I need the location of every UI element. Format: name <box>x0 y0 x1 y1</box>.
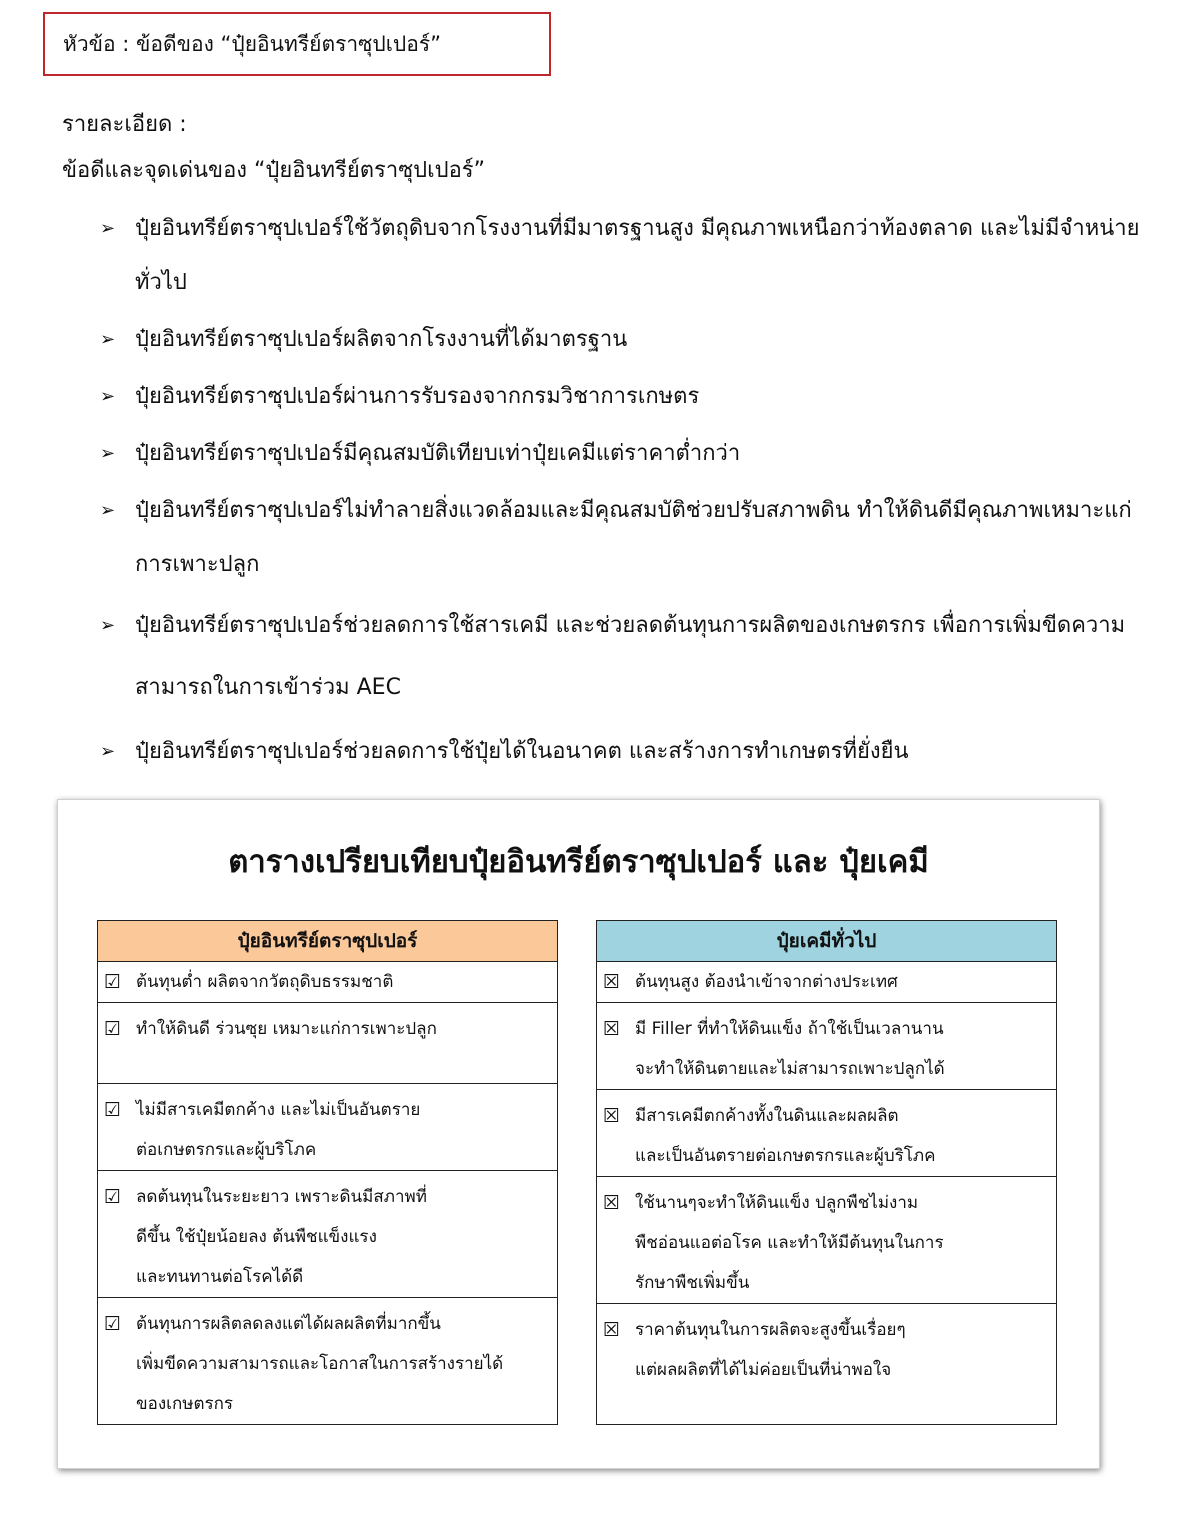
table-cell <box>597 1003 1057 1090</box>
checkbox-checked-icon: ☑ <box>104 971 122 993</box>
arrow-bullet-icon: ➢ <box>100 741 116 762</box>
checkbox-checked-icon: ☑ <box>104 1186 122 1208</box>
list-item-text: ปุ๋ยอินทรีย์ตราซุปเปอร์ใช้วัตถุดิบจากโรงงานที่มีมาตรฐานสูง มีคุณภาพเหนือกว่าท้องตลาด และไม่มีจำหน่ายทั่วไป <box>135 216 1140 295</box>
checkbox-crossed-icon: ☒ <box>603 1018 621 1040</box>
list-item-text: ปุ๋ยอินทรีย์ตราซุปเปอร์มีคุณสมบัติเทียบเท่าปุ๋ยเคมีแต่ราคาต่ำกว่า <box>135 441 741 466</box>
list-item-text: ปุ๋ยอินทรีย์ตราซุปเปอร์ผ่านการรับรองจากกรมวิชาการเกษตร <box>135 384 700 409</box>
list-item <box>100 370 1150 424</box>
cell-text: ต้นทุนต่ำ ผลิตจากวัตถุดิบธรรมชาติ <box>136 972 394 992</box>
table-cell <box>98 962 558 1003</box>
cell-text: ต้นทุนสูง ต้องนำเข้าจากต่างประเทศ <box>635 972 898 992</box>
cell-text: ใช้นานๆจะทำให้ดินแข็ง ปลูกพืชไม่งาม พืชอ่อนแอต่อโรค และทำให้มีต้นทุนในการ รักษาพืชเพิ่มขึ้น <box>635 1193 944 1293</box>
list-item <box>100 725 1150 779</box>
list-item <box>100 595 1150 719</box>
checkbox-crossed-icon: ☒ <box>603 1192 621 1214</box>
table-cell <box>597 962 1057 1003</box>
organic-header: ปุ๋ยอินทรีย์ตราซุปเปอร์ <box>98 921 558 962</box>
details-subtitle: ข้อดีและจุดเด่นของ “ปุ๋ยอินทรีย์ตราซุปเปอร์” <box>62 158 486 183</box>
checkbox-crossed-icon: ☒ <box>603 1105 621 1127</box>
table-cell <box>98 1171 558 1298</box>
cell-text: ราคาต้นทุนในการผลิตจะสูงขึ้นเรื่อยๆ แต่ผลผลิตที่ได้ไม่ค่อยเป็นที่น่าพอใจ <box>635 1320 906 1380</box>
comparison-card <box>57 799 1100 1469</box>
arrow-bullet-icon: ➢ <box>100 615 116 636</box>
arrow-bullet-icon: ➢ <box>100 500 116 521</box>
table-cell <box>597 1304 1057 1425</box>
list-item <box>100 313 1150 367</box>
details-label: รายละเอียด : <box>62 112 187 137</box>
list-item-text: ปุ๋ยอินทรีย์ตราซุปเปอร์ช่วยลดการใช้ปุ๋ยได้ในอนาคต และสร้างการทำเกษตรที่ยั่งยืน <box>135 739 909 764</box>
comparison-title: ตารางเปรียบเทียบปุ๋ยอินทรีย์ตราซุปเปอร์ และ ปุ๋ยเคมี <box>228 844 929 880</box>
table-cell <box>98 1298 558 1425</box>
checkbox-crossed-icon: ☒ <box>603 971 621 993</box>
arrow-bullet-icon: ➢ <box>100 329 116 350</box>
list-item <box>100 427 1150 481</box>
cell-text: ลดต้นทุนในระยะยาว เพราะดินมีสภาพที่ ดีขึ้น ใช้ปุ๋ยน้อยลง ต้นพืชแข็งแรง และทนทานต่อโรคได้ดี <box>136 1187 427 1287</box>
arrow-bullet-icon: ➢ <box>100 443 116 464</box>
list-item-text: ปุ๋ยอินทรีย์ตราซุปเปอร์ไม่ทำลายสิ่งแวดล้อมและมีคุณสมบัติช่วยปรับสภาพดิน ทำให้ดินดีมีคุณภาพเหมาะแก่การเพาะปลูก <box>135 498 1132 577</box>
organic-table <box>97 920 558 1425</box>
cell-text: มี Filler ที่ทำให้ดินแข็ง ถ้าใช้เป็นเวลานาน จะทำให้ดินตายและไม่สามารถเพาะปลูกได้ <box>635 1019 945 1079</box>
checkbox-checked-icon: ☑ <box>104 1099 122 1121</box>
cell-text: ทำให้ดินดี ร่วนซุย เหมาะแก่การเพาะปลูก <box>136 1019 437 1039</box>
arrow-bullet-icon: ➢ <box>100 386 116 407</box>
checkbox-checked-icon: ☑ <box>104 1313 122 1335</box>
topic-box <box>43 12 551 76</box>
table-cell <box>597 1177 1057 1304</box>
cell-text: ไม่มีสารเคมีตกค้าง และไม่เป็นอันตราย ต่อเกษตรกรและผู้บริโภค <box>136 1100 421 1160</box>
list-item-text: ปุ๋ยอินทรีย์ตราซุปเปอร์ช่วยลดการใช้สารเคมี และช่วยลดต้นทุนการผลิตของเกษตรกร เพื่อการเพิ่มขีดความสามารถในการเข้าร่วม AEC <box>135 613 1126 700</box>
checkbox-checked-icon: ☑ <box>104 1018 122 1040</box>
chemical-table <box>596 920 1057 1425</box>
cell-text: ต้นทุนการผลิตลดลงแต่ได้ผลผลิตที่มากขึ้น เพิ่มขีดความสามารถและโอกาสในการสร้างรายได้ ของเกษตรกร <box>136 1314 504 1414</box>
topic-title: หัวข้อ : ข้อดีของ “ปุ๋ยอินทรีย์ตราซุปเปอร์” <box>63 31 442 56</box>
list-item-text: ปุ๋ยอินทรีย์ตราซุปเปอร์ผลิตจากโรงงานที่ได้มาตรฐาน <box>135 327 628 352</box>
table-cell <box>597 1090 1057 1177</box>
advantages-list <box>100 202 1150 782</box>
chemical-header: ปุ๋ยเคมีทั่วไป <box>597 921 1057 962</box>
list-item <box>100 202 1150 310</box>
checkbox-crossed-icon: ☒ <box>603 1319 621 1341</box>
cell-text: มีสารเคมีตกค้างทั้งในดินและผลผลิต และเป็นอันตรายต่อเกษตรกรและผู้บริโภค <box>635 1106 936 1166</box>
table-cell <box>98 1084 558 1171</box>
table-cell <box>98 1003 558 1084</box>
list-item <box>100 484 1150 592</box>
arrow-bullet-icon: ➢ <box>100 218 116 239</box>
